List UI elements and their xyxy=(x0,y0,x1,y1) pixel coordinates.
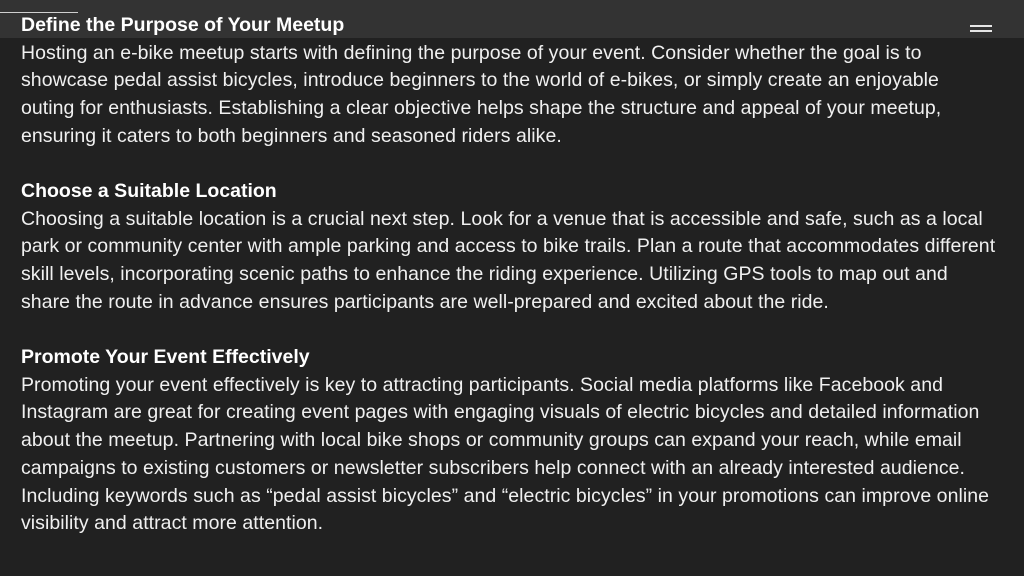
section-heading: Define the Purpose of Your Meetup xyxy=(21,14,345,36)
article-content xyxy=(21,12,996,565)
section-heading: Promote Your Event Effectively xyxy=(21,346,310,369)
section-heading: Choose a Suitable Location xyxy=(21,180,277,203)
section-define-purpose xyxy=(21,12,996,151)
section-body: Hosting an e-bike meetup starts with defining the purpose of your event. Consider whether the goal is to showcase pedal assist bicycles, introduce beginners to the world of e-bikes, or simply create an enjoyable outing for enthusiasts. Establishing a clear objective helps shape the structure and appeal of your meetup, ensuring it caters to both beginners and seasoned riders alike. xyxy=(21,41,942,147)
section-choose-location xyxy=(21,178,996,317)
section-body: Promoting your event effectively is key to attracting participants. Social media platforms like Facebook and Instagram are great for creating event pages with engaging visuals of electric bicycles and detailed information about the meetup. Partnering with local bike shops or community groups can expand your reach, while email campaigns to existing customers or newsletter subscribers help connect with an already interested audience. Including keywords such as “pedal assist bicycles” and “electric bicycles” in your promotions can improve online visibility and attract more attention. xyxy=(21,373,990,535)
section-body: Choosing a suitable location is a crucial next step. Look for a venue that is accessible and safe, such as a local park or community center with ample parking and access to bike trails. Plan a route that accommodates different skill levels, incorporating scenic paths to enhance the riding experience. Utilizing GPS tools to map out and share the route in advance ensures participants are well-prepared and excited about the ride. xyxy=(21,207,996,313)
section-promote-event xyxy=(21,344,996,538)
